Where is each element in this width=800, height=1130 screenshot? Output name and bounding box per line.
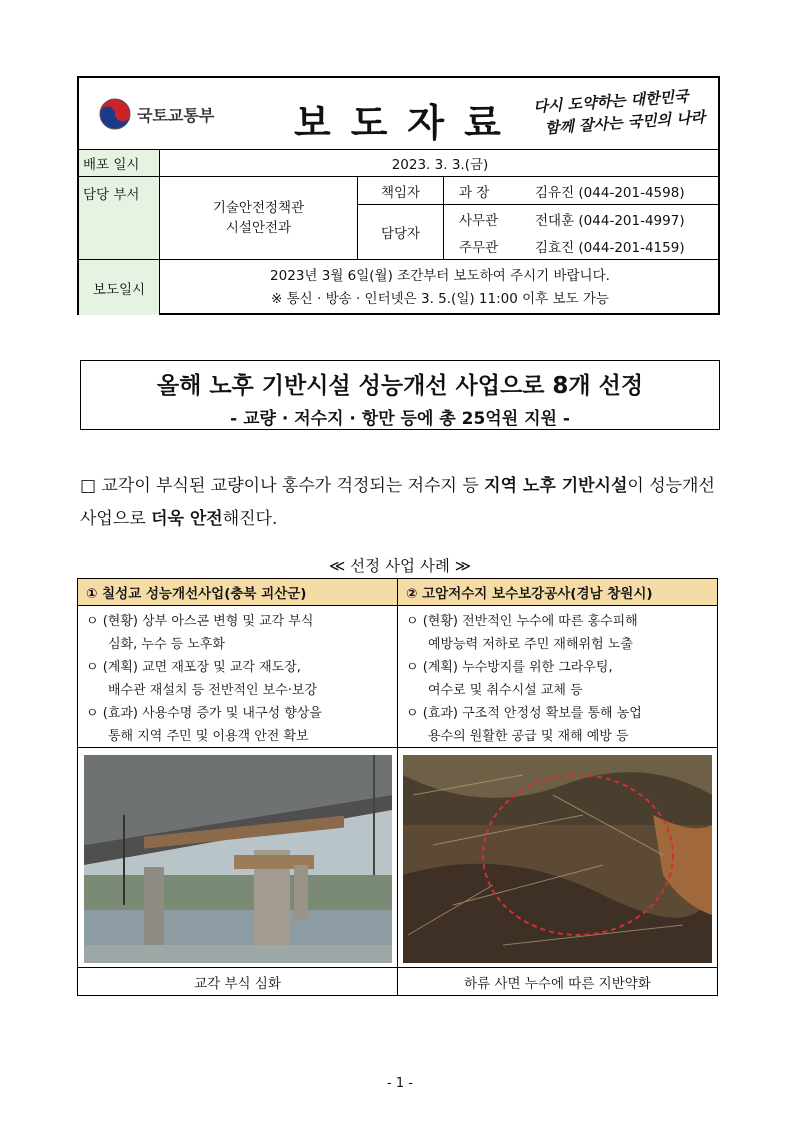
- lead-bold-1: 지역 노후 기반시설: [484, 476, 628, 496]
- contact-2: 전대훈 (044-201-4997): [535, 212, 685, 229]
- right-bullet-2b: 여수로 및 취수시설 교체 등: [428, 683, 583, 698]
- right-bullet-2a: ㅇ (계획) 누수방지를 위한 그라우팅,: [406, 660, 613, 675]
- dept-label: 담당 부서: [79, 177, 159, 259]
- release-line-1: 2023년 3월 6일(월) 조간부터 보도하여 주시기 바랍니다.: [270, 267, 610, 284]
- right-bullet-3a: ㅇ (효과) 구조적 안정성 확보를 통해 농업: [406, 706, 642, 721]
- lead-text-2: 이 성능개선사업으로: [80, 476, 715, 529]
- press-header-table: [77, 76, 720, 315]
- right-bullet-1b: 예방능력 저하로 주민 재해위험 노출: [428, 637, 633, 652]
- cases-title: ≪ 선정 사업 사례 ≫: [329, 557, 471, 575]
- bridge-pier-photo: [84, 755, 392, 963]
- case-left-header: ① 칠성교 성능개선사업(충북 괴산군): [78, 579, 397, 605]
- contact-title-3: 주무관: [459, 239, 499, 256]
- contact-3: 김효진 (044-201-4159): [535, 239, 685, 256]
- case-left-caption: 교각 부식 심화: [194, 976, 281, 992]
- case-right-header: ② 고암저수지 보수보강공사(경남 창원시): [398, 579, 717, 605]
- left-bullet-2a: ㅇ (계획) 교면 재포장 및 교각 재도장,: [86, 660, 301, 675]
- cases-table: [77, 578, 718, 996]
- lead-text-1: 교각이 부식된 교량이나 홍수가 걱정되는 저수지 등: [101, 476, 485, 496]
- lead-paragraph: [80, 470, 730, 536]
- role-contact: 담당자: [380, 226, 421, 242]
- dept-names: [160, 177, 357, 259]
- headline-main: 올해 노후 기반시설 성능개선 사업으로 8개 선정: [156, 373, 644, 399]
- ministry-name: 국토교통부: [137, 105, 215, 125]
- headline-box: [80, 360, 720, 430]
- slogan-line-1: 다시 도약하는 대한민국: [532, 87, 690, 116]
- case-left-bullets: [86, 610, 391, 748]
- distribution-date: 2023. 3. 3.(금): [391, 157, 489, 173]
- embankment-leak-photo: [403, 755, 712, 963]
- release-label: 보도일시: [79, 260, 159, 315]
- press-release-title: 보도자료: [294, 100, 521, 145]
- dept-name-2: 시설안전과: [225, 220, 292, 236]
- slogan-line-2: 함께 잘사는 국민의 나라: [544, 108, 706, 138]
- taegeuk-logo-icon: [99, 98, 131, 130]
- left-bullet-3a: ㅇ (효과) 사용수명 증가 및 내구성 향상을: [86, 706, 322, 721]
- contact-title-1: 과 장: [459, 184, 490, 201]
- ministry-logo: [99, 98, 214, 130]
- lead-text-3: 해진다.: [222, 509, 278, 529]
- page-number: - 1 -: [387, 1076, 413, 1091]
- left-bullet-1a: ㅇ (현황) 상부 아스콘 변형 및 교각 부식: [86, 614, 314, 629]
- slogan: [533, 84, 706, 140]
- checkbox-bullet-icon: □: [80, 476, 97, 496]
- case-right-bullets: [406, 610, 711, 748]
- headline-sub: - 교량 · 저수지 · 항만 등에 총 25억원 지원 -: [230, 409, 570, 429]
- right-bullet-3b: 용수의 원활한 공급 및 재해 예방 등: [428, 729, 629, 744]
- left-bullet-2b: 배수관 재설치 등 전반적인 보수·보강: [108, 683, 318, 698]
- left-bullet-1b: 심화, 누수 등 노후화: [108, 637, 225, 652]
- release-line-2: ※ 통신 · 방송 · 인터넷은 3. 5.(일) 11:00 이후 보도 가능: [271, 290, 609, 307]
- contact-title-2: 사무관: [459, 212, 499, 229]
- case-right-caption: 하류 사면 누수에 따른 지반약화: [464, 976, 651, 992]
- distribution-label: 배포 일시: [79, 150, 159, 176]
- release-info: [160, 260, 720, 315]
- dept-name-1: 기술안전정책관: [212, 200, 305, 216]
- lead-bold-2: 더욱 안전: [151, 509, 223, 529]
- right-bullet-1a: ㅇ (현황) 전반적인 누수에 따른 홍수피해: [406, 614, 638, 629]
- left-bullet-3b: 통해 지역 주민 및 이용객 안전 확보: [108, 729, 309, 744]
- contact-1: 김유진 (044-201-4598): [535, 184, 685, 201]
- role-responsible: 책임자: [380, 184, 421, 201]
